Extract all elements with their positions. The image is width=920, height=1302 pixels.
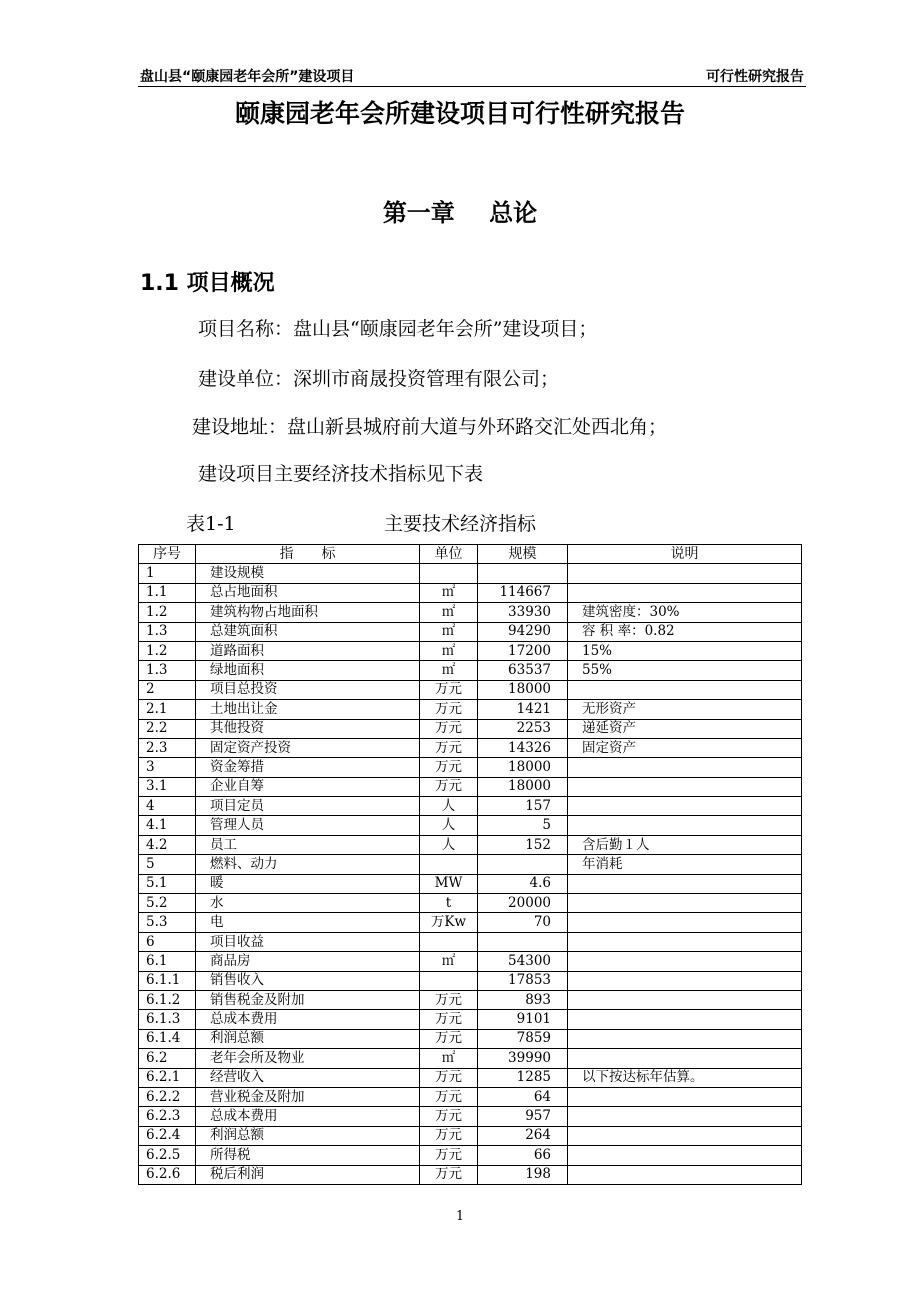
cell-unit: 万元 <box>420 700 478 719</box>
cell-scale: 14326 <box>478 738 568 757</box>
cell-no: 3.1 <box>139 777 196 796</box>
cell-unit: 万元 <box>420 758 478 777</box>
cell-unit: 万元 <box>420 777 478 796</box>
cell-scale: 39990 <box>478 1049 568 1068</box>
table-row <box>139 622 802 641</box>
cell-scale <box>478 855 568 874</box>
cell-scale: 1421 <box>478 700 568 719</box>
cell-unit <box>420 932 478 951</box>
table-row <box>139 583 802 602</box>
cell-no: 4 <box>139 797 196 816</box>
header-rule <box>138 86 806 87</box>
cell-item: 固定资产投资 <box>196 738 420 757</box>
table-row <box>139 932 802 951</box>
cell-unit: 万元 <box>420 1010 478 1029</box>
cell-item: 销售收入 <box>196 971 420 990</box>
chapter-heading: 第一章 总论 <box>382 199 538 227</box>
cell-note: 建筑密度：30% <box>568 603 802 622</box>
cell-no: 6.2.5 <box>139 1146 196 1165</box>
indicators-table <box>138 544 802 1185</box>
paragraph-construction-address: 建设地址：盘山新县城府前大道与外环路交汇处西北角； <box>192 416 668 438</box>
cell-note <box>568 1146 802 1165</box>
paragraph-project-name: 项目名称：盘山县“颐康园老年会所”建设项目； <box>198 318 598 340</box>
cell-item: 经营收入 <box>196 1068 420 1087</box>
cell-item: 商品房 <box>196 952 420 971</box>
cell-item: 总建筑面积 <box>196 622 420 641</box>
cell-no: 6.1.2 <box>139 990 196 1009</box>
cell-scale: 264 <box>478 1126 568 1145</box>
cell-note <box>568 1087 802 1106</box>
cell-no: 6 <box>139 932 196 951</box>
cell-no: 5.2 <box>139 894 196 913</box>
cell-note: 年消耗 <box>568 855 802 874</box>
cell-note: 含后勤１人 <box>568 835 802 854</box>
cell-item: 项目定员 <box>196 797 420 816</box>
table-row <box>139 1146 802 1165</box>
cell-no: 2.1 <box>139 700 196 719</box>
cell-item: 老年会所及物业 <box>196 1049 420 1068</box>
cell-scale: 114667 <box>478 583 568 602</box>
cell-note <box>568 816 802 835</box>
table-row <box>139 816 802 835</box>
cell-note <box>568 777 802 796</box>
cell-scale <box>478 932 568 951</box>
cell-scale: 66 <box>478 1146 568 1165</box>
cell-note <box>568 1029 802 1048</box>
table-row <box>139 700 802 719</box>
cell-item: 总成本费用 <box>196 1107 420 1126</box>
cell-unit <box>420 971 478 990</box>
cell-note: 15% <box>568 641 802 660</box>
cell-unit: ㎡ <box>420 661 478 680</box>
cell-item: 税后利润 <box>196 1165 420 1184</box>
cell-item: 暖 <box>196 874 420 893</box>
cell-scale <box>478 564 568 583</box>
cell-no: 6.2.3 <box>139 1107 196 1126</box>
cell-no: 6.2.6 <box>139 1165 196 1184</box>
table-row <box>139 738 802 757</box>
cell-unit <box>420 855 478 874</box>
header-cell-scale: 规模 <box>478 545 568 564</box>
cell-unit: 万元 <box>420 1107 478 1126</box>
cell-no: 6.1.3 <box>139 1010 196 1029</box>
cell-scale: 1285 <box>478 1068 568 1087</box>
cell-note: 容 积 率：0.82 <box>568 622 802 641</box>
cell-note: 55% <box>568 661 802 680</box>
cell-no: 6.2.4 <box>139 1126 196 1145</box>
cell-scale: 94290 <box>478 622 568 641</box>
cell-unit: 万元 <box>420 1029 478 1048</box>
table-row <box>139 855 802 874</box>
cell-no: 6.2.1 <box>139 1068 196 1087</box>
cell-item: 销售税金及附加 <box>196 990 420 1009</box>
cell-scale: 5 <box>478 816 568 835</box>
header-report-type: 可行性研究报告 <box>706 69 804 85</box>
cell-scale: 9101 <box>478 1010 568 1029</box>
cell-scale: 17200 <box>478 641 568 660</box>
cell-scale: 957 <box>478 1107 568 1126</box>
cell-no: 4.1 <box>139 816 196 835</box>
cell-unit: 万元 <box>420 738 478 757</box>
cell-item: 电 <box>196 913 420 932</box>
cell-scale: 198 <box>478 1165 568 1184</box>
cell-note <box>568 990 802 1009</box>
cell-no: 1 <box>139 564 196 583</box>
table-row <box>139 1049 802 1068</box>
cell-item: 土地出让金 <box>196 700 420 719</box>
cell-item: 项目总投资 <box>196 680 420 699</box>
header-cell-note: 说明 <box>568 545 802 564</box>
cell-no: 6.2 <box>139 1049 196 1068</box>
cell-scale: 33930 <box>478 603 568 622</box>
cell-note: 固定资产 <box>568 738 802 757</box>
cell-scale: 2253 <box>478 719 568 738</box>
section-heading: 1.1 项目概况 <box>140 271 275 296</box>
cell-scale: 63537 <box>478 661 568 680</box>
table-row <box>139 952 802 971</box>
cell-note: 递延资产 <box>568 719 802 738</box>
table-row <box>139 990 802 1009</box>
cell-no: 1.2 <box>139 603 196 622</box>
cell-scale: 54300 <box>478 952 568 971</box>
cell-note <box>568 680 802 699</box>
table-row <box>139 913 802 932</box>
cell-scale: 18000 <box>478 680 568 699</box>
cell-unit: t <box>420 894 478 913</box>
cell-unit <box>420 564 478 583</box>
table-row <box>139 1029 802 1048</box>
cell-note <box>568 874 802 893</box>
cell-unit: 万元 <box>420 719 478 738</box>
cell-note <box>568 564 802 583</box>
cell-item: 企业自筹 <box>196 777 420 796</box>
cell-scale: 70 <box>478 913 568 932</box>
cell-item: 利润总额 <box>196 1126 420 1145</box>
table-row <box>139 971 802 990</box>
cell-note <box>568 894 802 913</box>
cell-item: 水 <box>196 894 420 913</box>
cell-item: 道路面积 <box>196 641 420 660</box>
page-number: 1 <box>455 1209 465 1224</box>
table-row <box>139 1107 802 1126</box>
table-caption: 主要技术经济指标 <box>384 513 537 535</box>
cell-no: 6.1 <box>139 952 196 971</box>
cell-note <box>568 1107 802 1126</box>
cell-scale: 17853 <box>478 971 568 990</box>
cell-no: 1.2 <box>139 641 196 660</box>
cell-unit: 人 <box>420 835 478 854</box>
cell-note <box>568 758 802 777</box>
paragraph-construction-unit: 建设单位：深圳市商晟投资管理有限公司； <box>198 368 560 390</box>
header-cell-unit: 单位 <box>420 545 478 564</box>
cell-unit: MW <box>420 874 478 893</box>
table-row <box>139 874 802 893</box>
cell-item: 管理人员 <box>196 816 420 835</box>
table-row <box>139 719 802 738</box>
table-row <box>139 1126 802 1145</box>
cell-item: 绿地面积 <box>196 661 420 680</box>
cell-item: 建设规模 <box>196 564 420 583</box>
cell-scale: 18000 <box>478 758 568 777</box>
cell-item: 所得税 <box>196 1146 420 1165</box>
cell-note <box>568 932 802 951</box>
table-row <box>139 1010 802 1029</box>
cell-no: 3 <box>139 758 196 777</box>
cell-unit: ㎡ <box>420 952 478 971</box>
cell-no: 1.3 <box>139 661 196 680</box>
cell-no: 5 <box>139 855 196 874</box>
table-row <box>139 680 802 699</box>
cell-note <box>568 1126 802 1145</box>
cell-scale: 20000 <box>478 894 568 913</box>
cell-unit: 人 <box>420 816 478 835</box>
cell-item: 利润总额 <box>196 1029 420 1048</box>
cell-no: 4.2 <box>139 835 196 854</box>
header-cell-item: 指 标 <box>196 545 420 564</box>
cell-scale: 4.6 <box>478 874 568 893</box>
cell-note: 以下按达标年估算。 <box>568 1068 802 1087</box>
table-row <box>139 835 802 854</box>
table-body <box>139 564 802 1185</box>
cell-unit: 万元 <box>420 1126 478 1145</box>
cell-note <box>568 952 802 971</box>
cell-item: 项目收益 <box>196 932 420 951</box>
cell-note <box>568 1165 802 1184</box>
cell-item: 营业税金及附加 <box>196 1087 420 1106</box>
cell-item: 总成本费用 <box>196 1010 420 1029</box>
table-number: 表1-1 <box>186 513 236 535</box>
table-row <box>139 564 802 583</box>
table-row <box>139 894 802 913</box>
cell-unit: 万Kw <box>420 913 478 932</box>
cell-unit: 万元 <box>420 990 478 1009</box>
cell-unit: 万元 <box>420 1068 478 1087</box>
table-row <box>139 661 802 680</box>
cell-scale: 893 <box>478 990 568 1009</box>
cell-item: 建筑构物占地面积 <box>196 603 420 622</box>
paragraph-table-intro: 建设项目主要经济技术指标见下表 <box>198 463 484 485</box>
cell-scale: 157 <box>478 797 568 816</box>
cell-note: 无形资产 <box>568 700 802 719</box>
cell-no: 2.3 <box>139 738 196 757</box>
cell-unit: ㎡ <box>420 603 478 622</box>
cell-no: 6.1.1 <box>139 971 196 990</box>
cell-scale: 18000 <box>478 777 568 796</box>
cell-note <box>568 913 802 932</box>
cell-scale: 7859 <box>478 1029 568 1048</box>
header-project-name: 盘山县“颐康园老年会所”建设项目 <box>140 69 355 85</box>
cell-no: 2.2 <box>139 719 196 738</box>
cell-scale: 152 <box>478 835 568 854</box>
cell-unit: 万元 <box>420 1146 478 1165</box>
cell-note <box>568 583 802 602</box>
document-title: 颐康园老年会所建设项目可行性研究报告 <box>234 99 685 128</box>
table-row <box>139 641 802 660</box>
cell-item: 燃料、动力 <box>196 855 420 874</box>
table-row <box>139 603 802 622</box>
cell-no: 5.1 <box>139 874 196 893</box>
cell-unit: ㎡ <box>420 583 478 602</box>
cell-note <box>568 797 802 816</box>
table-header-row <box>139 545 802 564</box>
cell-unit: ㎡ <box>420 641 478 660</box>
header-cell-no: 序号 <box>139 545 196 564</box>
cell-no: 1.1 <box>139 583 196 602</box>
cell-unit: 万元 <box>420 680 478 699</box>
cell-note <box>568 1049 802 1068</box>
table-row <box>139 777 802 796</box>
cell-unit: 万元 <box>420 1165 478 1184</box>
cell-no: 2 <box>139 680 196 699</box>
cell-no: 6.2.2 <box>139 1087 196 1106</box>
table-row <box>139 1087 802 1106</box>
table-row <box>139 758 802 777</box>
cell-unit: ㎡ <box>420 622 478 641</box>
cell-unit: 万元 <box>420 1087 478 1106</box>
cell-no: 6.1.4 <box>139 1029 196 1048</box>
cell-unit: 人 <box>420 797 478 816</box>
cell-no: 1.3 <box>139 622 196 641</box>
cell-scale: 64 <box>478 1087 568 1106</box>
cell-item: 员工 <box>196 835 420 854</box>
cell-item: 资金筹措 <box>196 758 420 777</box>
table-row <box>139 1068 802 1087</box>
cell-item: 其他投资 <box>196 719 420 738</box>
table-row <box>139 1165 802 1184</box>
cell-note <box>568 971 802 990</box>
cell-note <box>568 1010 802 1029</box>
cell-item: 总占地面积 <box>196 583 420 602</box>
cell-unit: ㎡ <box>420 1049 478 1068</box>
cell-no: 5.3 <box>139 913 196 932</box>
table-row <box>139 797 802 816</box>
